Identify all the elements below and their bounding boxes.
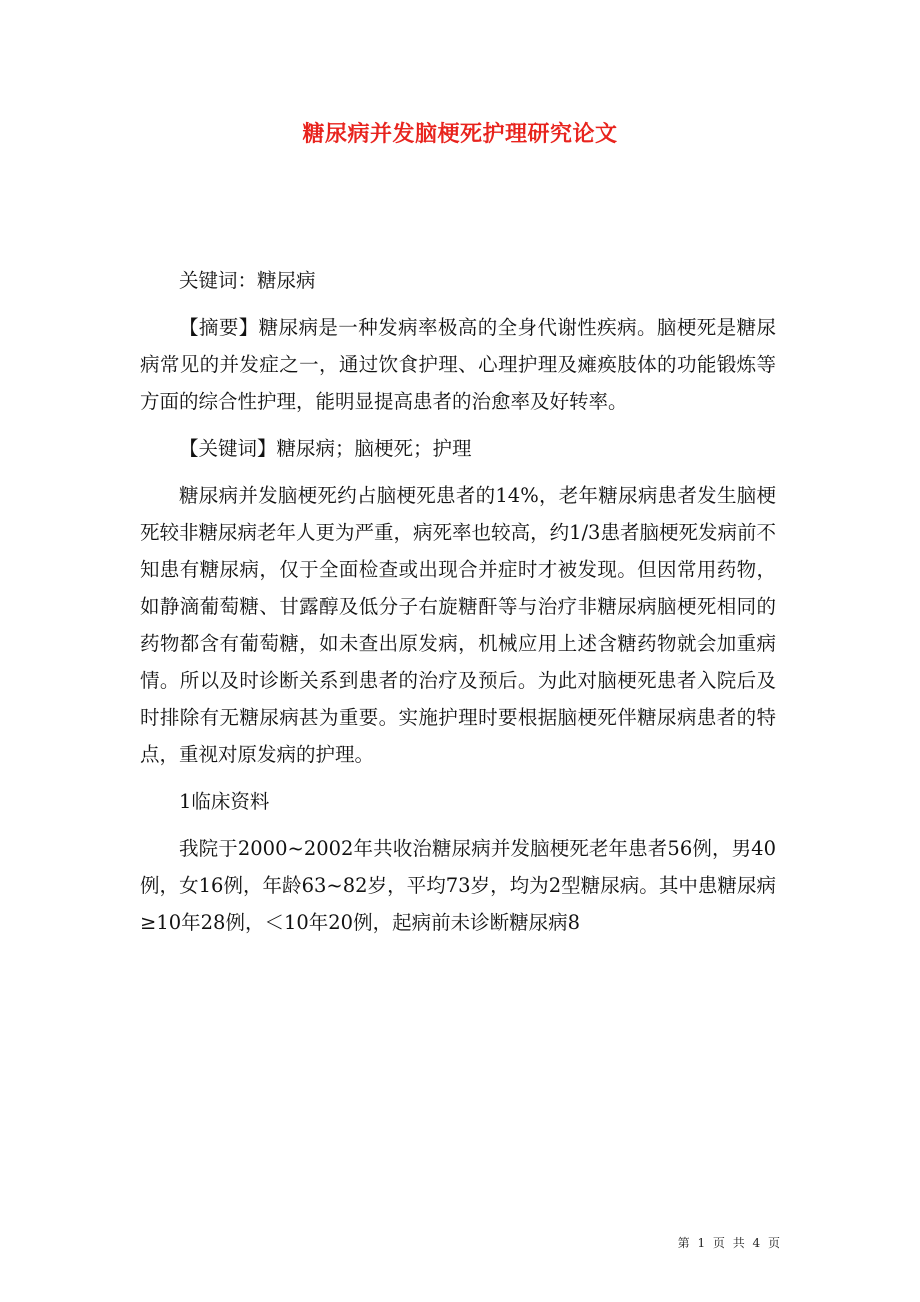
abstract-paragraph: 【摘要】糖尿病是一种发病率极高的全身代谢性疾病。脑梗死是糖尿病常见的并发症之一，通过饮食护理、心理护理及瘫痪肢体的功能锻炼等方面的综合性护理，能明显提高患者的治愈率及好转率。 (140, 316, 776, 413)
body-paragraph: 糖尿病并发脑梗死约占脑梗死患者的14%，老年糖尿病患者发生脑梗死较非糖尿病老年人更为严重，病死率也较高，约1/3患者脑梗死发病前不知患有糖尿病，仅于全面检查或出现合并症时才被发现。但因常用药物，如静滴葡萄糖、甘露醇及低分子右旋糖酐等与治疗非糖尿病脑梗死相同的药物都含有葡萄糖，如未查出原发病，机械应用上述含糖药物就会加重病情。所以及时诊断关系到患者的治疗及预后。为此对脑梗死患者入院后及时排除有无糖尿病甚为重要。实施护理时要根据脑梗死伴糖尿病患者的特点，重视对原发病的护理。 (140, 484, 776, 766)
section-heading: 1临床资料 (179, 790, 270, 813)
keywords-bracket-line: 【关键词】糖尿病；脑梗死；护理 (179, 437, 472, 460)
document-title: 糖尿病并发脑梗死护理研究论文 (302, 121, 618, 147)
document-body (140, 262, 776, 951)
page-number-footer: 第 1 页 共 4 页 (677, 1236, 780, 1250)
clinical-data-paragraph: 我院于2000~2002年共收治糖尿病并发脑梗死老年患者56例，男40例，女16例，年龄63~82岁，平均73岁，均为2型糖尿病。其中患糖尿病≥10年28例，＜10年20例，起病前未诊断糖尿病8 (140, 837, 776, 934)
keywords-line: 关键词：糖尿病 (179, 269, 316, 292)
